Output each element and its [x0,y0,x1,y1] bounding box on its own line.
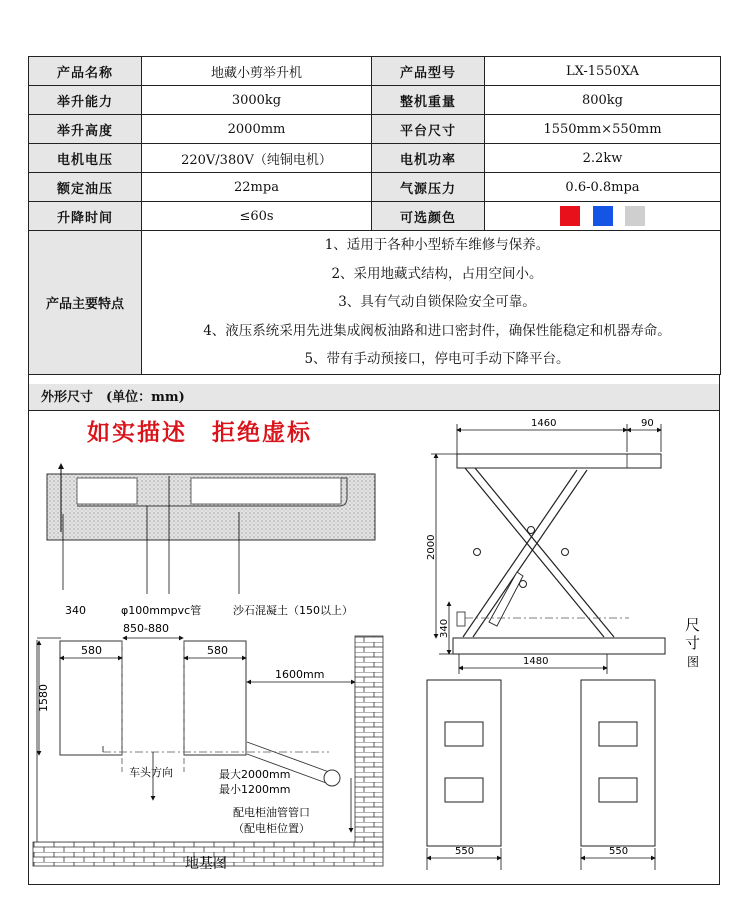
feature-item: 1、适用于各种小型轿车维修与保养。 [324,237,550,253]
spec-value: 2000mm [142,115,372,144]
spec-label: 可选颜色 [372,202,485,231]
side-label-1: 尺 [685,616,701,634]
dim-1580: 1580 [37,684,50,712]
cabinet-position-label: （配电柜位置） [233,822,310,835]
lift-side-view [426,418,700,674]
spec-value: 3000kg [142,86,372,115]
dimensions-header: 外形尺寸 (单位：mm) [29,384,719,411]
side-label-3: 图 [687,655,700,669]
spec-label: 电机电压 [29,144,142,173]
dim-340-foundation: 340 [65,604,86,617]
dim-550-right: 550 [609,846,629,857]
foundation-plan [33,622,383,872]
dim-2000: 2000 [426,534,437,560]
vehicle-direction: 车头方向 [129,766,173,779]
spec-value: ≤60s [142,202,372,231]
pipe-label: φ100mmpvc管 [121,604,202,617]
spec-value: 2.2kw [485,144,721,173]
feature-item: 5、带有手动预接口，停电可手动下降平台。 [304,351,570,367]
feature-item: 3、具有气动自锁保险安全可靠。 [338,294,536,310]
spec-row [29,144,721,173]
color-swatch-blue [593,206,613,226]
dim-580-right: 580 [207,644,228,657]
dimension-drawing [29,412,719,884]
spec-row [29,202,721,231]
spec-label: 额定油压 [29,173,142,202]
spec-value: LX-1550XA [485,57,721,86]
dim-550-left: 550 [455,846,475,857]
features-label: 产品主要特点 [29,231,142,375]
spec-row [29,86,721,115]
spec-label: 升降时间 [29,202,142,231]
spec-label: 平台尺寸 [372,115,485,144]
features-row [29,231,721,375]
spec-value: 地藏小剪举升机 [142,57,372,86]
spec-value: 0.6-0.8mpa [485,173,721,202]
concrete-label: 沙石混凝土（150以上） [233,604,353,617]
color-options [485,202,721,231]
spec-row [29,173,721,202]
dim-1480: 1480 [523,656,549,667]
spec-label: 电机功率 [372,144,485,173]
spec-sheet [28,56,720,885]
spec-label: 气源压力 [372,173,485,202]
spec-value: 1550mm×550mm [485,115,721,144]
spec-label: 产品型号 [372,57,485,86]
dim-850-880: 850-880 [123,622,169,635]
spec-value: 22mpa [142,173,372,202]
feature-item: 2、采用地藏式结构，占用空间小。 [331,265,543,282]
spec-row [29,115,721,144]
dim-1600: 1600mm [275,668,325,681]
spec-row [29,57,721,86]
side-label-2: 寸 [685,634,701,652]
dim-340-lift: 340 [439,618,450,638]
color-swatch-gray [625,206,645,226]
lift-top-view [427,680,655,870]
spec-label: 举升高度 [29,115,142,144]
foundation-section [47,464,375,617]
foundation-title: 地基图 [185,856,227,872]
oil-pipe-min: 最小1200mm [219,783,291,796]
features-list [142,231,721,375]
spec-value: 800kg [485,86,721,115]
slogan: 如实描述 拒绝虚标 [87,420,312,446]
spec-value: 220V/380V（纯铜电机） [142,144,372,173]
oil-pipe-max: 最大2000mm [219,768,291,781]
feature-item: 4、液压系统采用先进集成阀板油路和进口密封件，确保性能稳定和机器寿命。 [203,322,671,339]
dim-580-left: 580 [81,644,102,657]
dim-1460: 1460 [531,418,557,429]
spec-label: 产品名称 [29,57,142,86]
color-swatch-red [560,206,580,226]
dim-90: 90 [641,418,654,429]
spec-table [28,56,721,375]
technical-drawing [29,412,719,884]
spec-label: 整机重量 [372,86,485,115]
spec-label: 举升能力 [29,86,142,115]
cabinet-pipe-label: 配电柜油管管口 [233,806,310,819]
